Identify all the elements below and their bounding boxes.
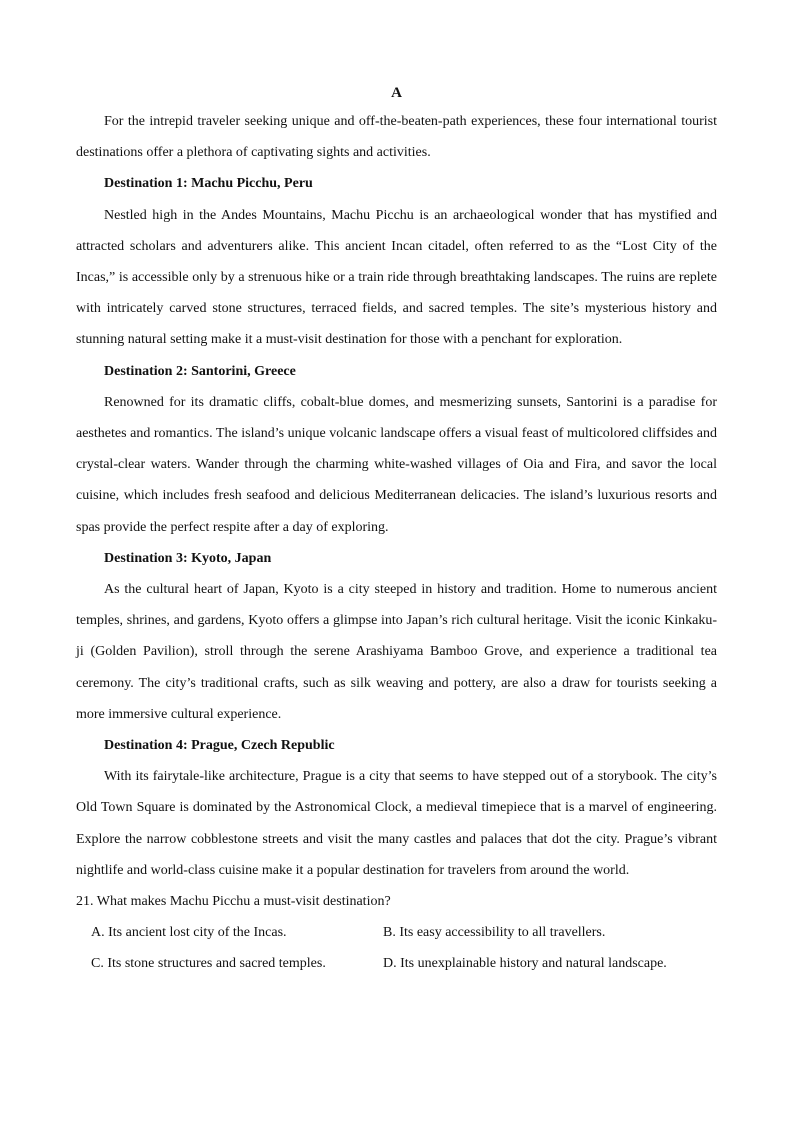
question-stem: 21. What makes Machu Picchu a must-visit destination? <box>76 894 391 910</box>
option-a[interactable]: A. Its ancient lost city of the Incas. <box>91 925 287 941</box>
section-heading-4: Destination 4: Prague, Czech Republic <box>104 738 335 754</box>
option-row-1 <box>91 917 717 948</box>
section-heading-3: Destination 3: Kyoto, Japan <box>104 550 272 566</box>
passage-content <box>76 80 717 980</box>
option-d[interactable]: D. Its unexplainable history and natural landscape. <box>383 956 667 972</box>
option-c[interactable]: C. Its stone structures and sacred temples. <box>91 956 326 972</box>
section-body-2: Renowned for its dramatic cliffs, cobalt-blue domes, and mesmerizing sunsets, Santorini is a paradise for aesthetes and romantics. The island’s unique volcanic landscape offers a visual feast of multicolored cliffsides and crystal-clear waters. Wander through the charming white-washed villages of Oia and Fira, and savor the local cuisine, which includes fresh seafood and delicious Mediterranean delicacies. The island’s luxurious resorts and spas provide the perfect respite after a day of exploring. <box>76 394 717 535</box>
answer-options <box>76 917 717 979</box>
section-body-3: As the cultural heart of Japan, Kyoto is a city steeped in history and tradition. Home to numerous ancient temples, shrines, and gardens, Kyoto offers a glimpse into Japan’s rich cultural heritage. Visit the iconic Kinkaku-ji (Golden Pavilion), stroll through the serene Arashiyama Bamboo Grove, and experience a traditional tea ceremony. The city’s traditional crafts, such as silk weaving and pottery, are also a draw for tourists seeking a more immersive cultural experience. <box>76 582 717 722</box>
section-heading-2: Destination 2: Santorini, Greece <box>104 363 296 379</box>
intro-paragraph: For the intrepid traveler seeking unique and off-the-beaten-path experiences, these four international tourist destinations offer a plethora of captivating sights and activities. <box>76 114 717 161</box>
section-body-4: With its fairytale-like architecture, Prague is a city that seems to have stepped out of a storybook. The city’s Old Town Square is dominated by the Astronomical Clock, a medieval timepiece that is a marvel of engineering. Explore the narrow cobblestone streets and visit the many castles and palaces that dot the city. Prague’s vibrant nightlife and world-class cuisine make it a popular destination for travelers from around the world. <box>76 769 717 878</box>
section-body-1: Nestled high in the Andes Mountains, Machu Picchu is an archaeological wonder that has mystified and attracted scholars and adventurers alike. This ancient Incan citadel, often referred to as the “Lost City of the Incas,” is accessible only by a strenuous hike or a train ride through breathtaking landscapes. The ruins are replete with intricately carved stone structures, terraced fields, and sacred temples. The site’s mysterious history and stunning natural setting make it a must-visit destination for those with a penchant for exploration. <box>76 207 717 348</box>
passage-label: A <box>391 85 402 101</box>
option-b[interactable]: B. Its easy accessibility to all travellers. <box>383 925 606 941</box>
option-row-2 <box>91 948 717 979</box>
section-heading-1: Destination 1: Machu Picchu, Peru <box>104 176 313 192</box>
